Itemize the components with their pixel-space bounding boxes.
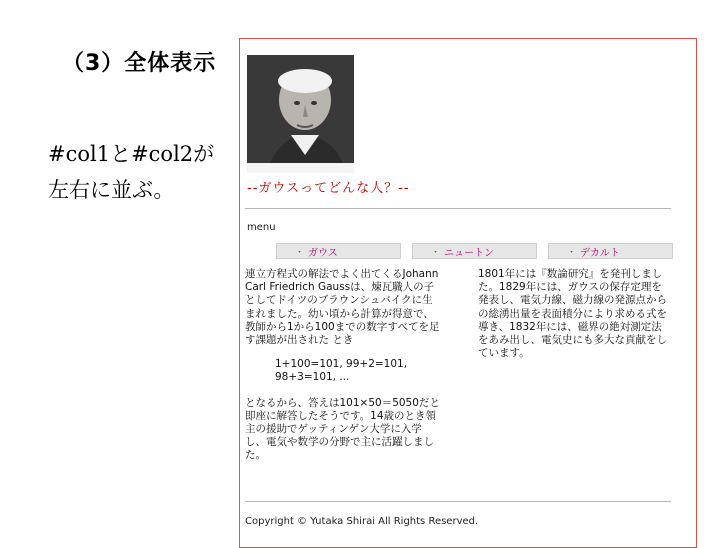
- bullet-icon: ・: [295, 247, 305, 258]
- formula-line1: 1+100=101, 99+2=101,: [275, 358, 408, 371]
- bullet-icon: ・: [567, 247, 577, 258]
- nav-menu: [276, 243, 673, 259]
- footer-copyright: Copyright © Yutaka Shirai All Rights Reserved.: [245, 516, 479, 527]
- gauss-portrait-image: [247, 55, 354, 173]
- col2: [478, 268, 668, 371]
- nav-item-gauss[interactable]: [276, 243, 401, 259]
- col1-paragraph1: 連立方程式の解法でよく出てくるJohann Carl Friedrich Gaussは、煉瓦職人の子としてドイツのブラウンシュバイクに生まれました。幼い頃から計算が得意で、教師から1から100までの数字すべてを足す課題が出された とき: [245, 268, 440, 347]
- col2-paragraph1: 1801年には『数論研究』を発刊しました。1829年には、ガウスの保存定理を発表し、電気力線、磁力線の発源点からの総湧出量を表面積分により求める式を導き、1832年には、磁界の絶対測定法をあみ出し、電気史にも多大な貢献をしています。: [478, 268, 667, 360]
- menu-label: menu: [247, 222, 276, 233]
- col1-formula: [245, 358, 441, 384]
- nav-item-newton[interactable]: [412, 243, 537, 259]
- divider-bottom: [245, 501, 671, 502]
- nav-item-label: ガウス: [308, 247, 338, 259]
- site-heading: --ガウスってどんな人？--: [247, 181, 410, 196]
- col1: [245, 268, 441, 474]
- formula-line2: 98+3=101, ...: [275, 371, 350, 384]
- slide-title: （3）全体表示: [62, 51, 217, 76]
- divider-top: [245, 208, 671, 209]
- nav-item-label: ニュートン: [444, 247, 495, 259]
- nav-item-descartes[interactable]: [548, 243, 673, 259]
- slide-note-line1: #col1と#col2が: [48, 142, 215, 166]
- slide-note-line2: 左右に並ぶ。: [48, 178, 175, 202]
- browser-page-frame: [239, 38, 697, 548]
- col1-paragraph2: となるから、答えは101×50＝5050だと即座に解答したそうです。14歳のとき領主の援助でゲッティンゲン大学に入学し、電気や数学の分野で主に活躍しました。: [245, 396, 440, 462]
- nav-item-label: デカルト: [580, 247, 620, 259]
- bullet-icon: ・: [431, 247, 441, 258]
